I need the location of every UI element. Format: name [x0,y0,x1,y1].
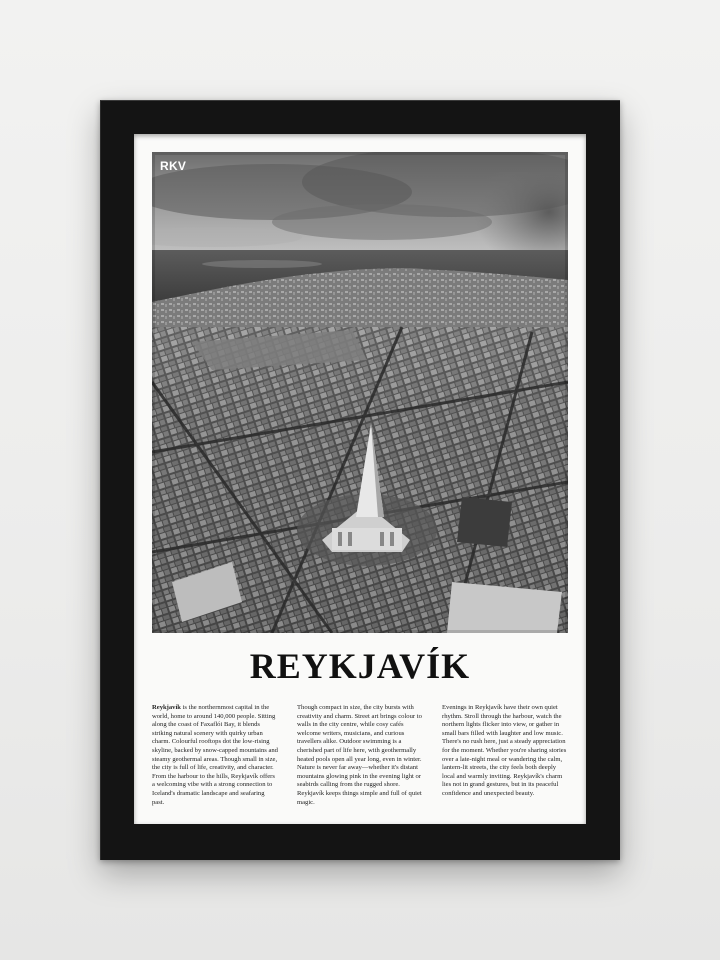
picture-frame [100,100,620,860]
column-2-body: Though compact in size, the city bursts with creativity and charm. Street art brings colour to walls in the city centre, while cosy cafés welcome writers, musicians, and curious travellers alike. Outdoor swimming is a cherished part of life here, with geothermally heated pools open all year long, even in winter. Nature is never far away—whether it's distant mountains glowing pink in the evening light or seabirds calling from the rugged shore. Reykjavík keeps things simple and full of quiet magic. [297,704,422,806]
text-column-1 [152,704,278,807]
city-code-label: RKV [160,159,187,173]
poster-mat [134,134,586,824]
aerial-photo-illustration [152,152,568,633]
aerial-city-photo [152,152,568,633]
text-column-2 [297,704,423,807]
text-column-3 [442,704,568,807]
text-columns [152,704,568,807]
city-title: REYKJAVÍK [249,646,471,686]
column-3-body: Evenings in Reykjavík have their own quiet rhythm. Stroll through the harbour, watch the northern lights flicker into view, or gather in small bars filled with laughter and low music. There's no rush here, just a steady appreciation for the moment. Whether you're sharing stories over a late-night meal or wandering the calm, lantern-lit streets, the city feels both deeply local and warmly inviting. Reykjavík's charm lies not in grand gestures, but in its peaceful confidence and unexpected beauty. [442,704,567,797]
column-1-body: is the northernmost capital in the world, home to around 140,000 people. Sitting along the coast of Faxaflói Bay, it blends striking natural scenery with quirky urban charm. Colourful rooftops dot the low-rising skyline, backed by snow-capped mountains and steamy geothermal areas. Though small in size, the city is full of life, creativity, and character. From the harbour to the hills, Reykjavík offers a welcoming vibe with a strong connection to Iceland's dramatic landscape and seafaring past. [152,704,278,806]
lead-word: Reykjavík [152,704,181,711]
